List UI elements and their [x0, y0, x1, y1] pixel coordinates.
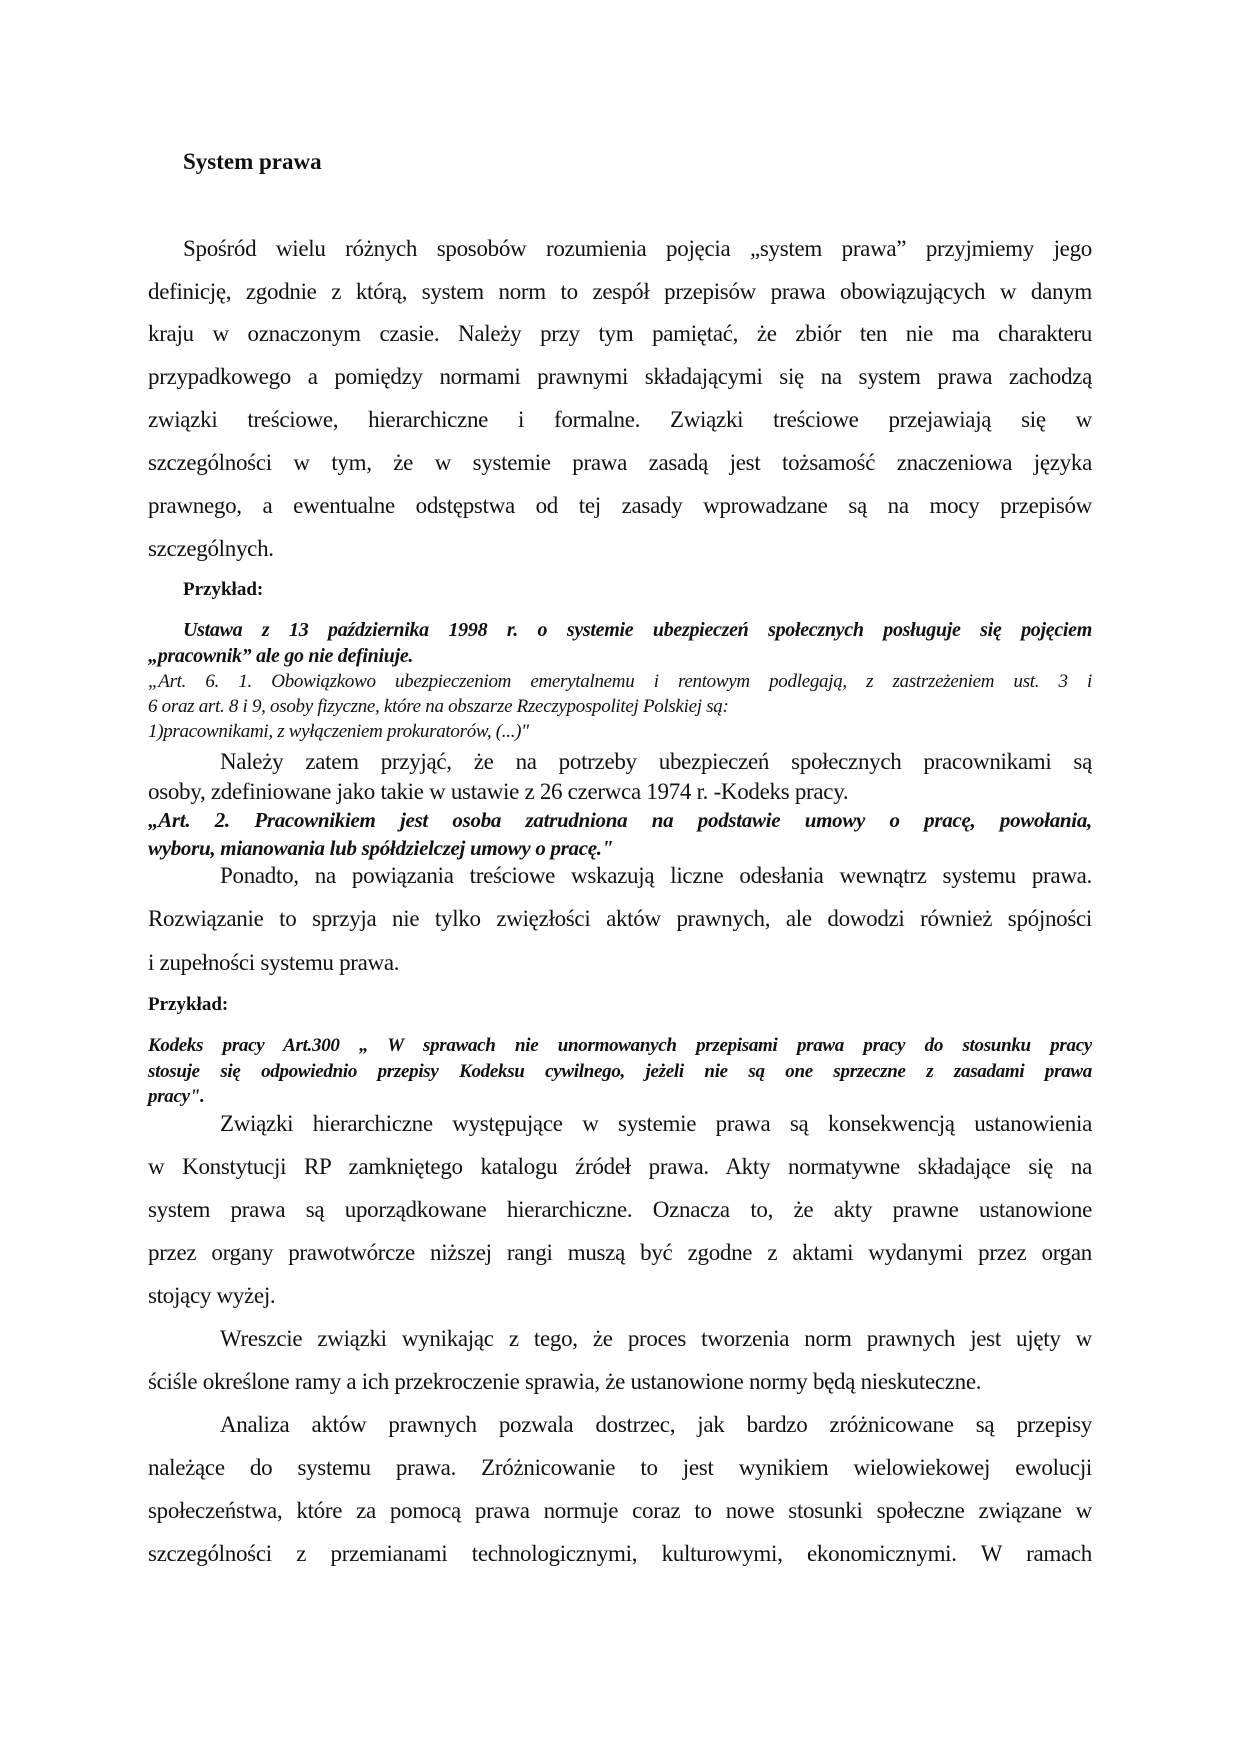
text-line: stojący wyżej. — [148, 1283, 276, 1308]
text-line: szczególnych. — [148, 536, 274, 561]
quote-line: pracy". — [148, 1086, 205, 1107]
quote-line: „Art. 2. Pracownikiem jest osoba zatrudniona na podstawie umowy o pracę, powołania, — [148, 810, 1092, 832]
quote-line: Ustawa z 13 października 1998 r. o systemie ubezpieczeń społecznych posługuje się pojęciem — [183, 620, 1092, 641]
example-heading: Przykład: — [183, 579, 264, 600]
example-heading: Przykład: — [148, 994, 229, 1015]
text-line: ściśle określone ramy a ich przekroczenie sprawia, że ustanowione normy będą nieskuteczne. — [148, 1369, 982, 1394]
text-line: Związki hierarchiczne występujące w systemie prawa są konsekwencją ustanowienia — [220, 1112, 1092, 1136]
quote-line: 1)pracownikami, z wyłączeniem prokuratorów, (...)" — [148, 721, 529, 742]
text-line: należące do systemu prawa. Zróżnicowanie to jest wynikiem wielowiekowej ewolucji — [148, 1456, 1092, 1480]
text-line: społeczeństwa, które za pomocą prawa normuje coraz to nowe stosunki społeczne związane w — [148, 1499, 1092, 1523]
text-line: kraju w oznaczonym czasie. Należy przy tym pamiętać, że zbiór ten nie ma charakteru — [148, 322, 1092, 346]
text-line: szczególności w tym, że w systemie prawa zasadą jest tożsamość znaczeniowa języka — [148, 451, 1092, 475]
text-line: związki treściowe, hierarchiczne i formalne. Związki treściowe przejawiają się w — [148, 408, 1092, 432]
text-line: szczególności z przemianami technologicznymi, kulturowymi, ekonomicznymi. W ramach — [148, 1542, 1092, 1566]
text-line: Ponadto, na powiązania treściowe wskazują liczne odesłania wewnątrz systemu prawa. — [220, 864, 1092, 888]
quote-line: Kodeks pracy Art.300 „ W sprawach nie unormowanych przepisami prawa pracy do stosunku pracy — [148, 1036, 1092, 1056]
text-line: Wreszcie związki wynikając z tego, że proces tworzenia norm prawnych jest ujęty w — [220, 1327, 1092, 1351]
text-line: Spośród wielu różnych sposobów rozumienia pojęcia „system prawa” przyjmiemy jego — [183, 237, 1092, 261]
quote-line: „pracownik” ale go nie definiuje. — [148, 645, 414, 667]
quote-line: stosuje się odpowiednio przepisy Kodeksu cywilnego, jeżeli nie są one sprzeczne z zasadami prawa — [148, 1062, 1092, 1082]
text-line: i zupełności systemu prawa. — [148, 950, 400, 975]
quote-line: 6 oraz art. 8 i 9, osoby fizyczne, które na obszarze Rzeczypospolitej Polskiej są: — [148, 696, 729, 717]
text-line: przypadkowego a pomiędzy normami prawnymi składającymi się na system prawa zachodzą — [148, 365, 1092, 389]
text-line: osoby, zdefiniowane jako takie w ustawie z 26 czerwca 1974 r. -Kodeks pracy. — [148, 779, 849, 804]
text-line: w Konstytucji RP zamkniętego katalogu źródeł prawa. Akty normatywne składające się na — [148, 1155, 1092, 1179]
text-line: Rozwiązanie to sprzyja nie tylko zwięzłości aktów prawnych, ale dowodzi również spójności — [148, 907, 1092, 931]
text-line: definicję, zgodnie z którą, system norm to zespół przepisów prawa obowiązujących w danym — [148, 280, 1092, 304]
page-title: System prawa — [183, 149, 322, 174]
text-line: system prawa są uporządkowane hierarchiczne. Oznacza to, że akty prawne ustanowione — [148, 1198, 1092, 1222]
quote-line: „Art. 6. 1. Obowiązkowo ubezpieczeniom emerytalnemu i rentowym podlegają, z zastrzeżeniem ust. 3 i — [148, 672, 1092, 692]
text-line: Analiza aktów prawnych pozwala dostrzec, jak bardzo zróżnicowane są przepisy — [220, 1413, 1092, 1437]
quote-line: wyboru, mianowania lub spółdzielczej umowy o pracę." — [148, 836, 614, 860]
text-line: prawnego, a ewentualne odstępstwa od tej zasady wprowadzane są na mocy przepisów — [148, 494, 1092, 518]
text-line: przez organy prawotwórcze niższej rangi muszą być zgodne z aktami wydanymi przez organ — [148, 1241, 1092, 1265]
text-line: Należy zatem przyjąć, że na potrzeby ubezpieczeń społecznych pracownikami są — [220, 750, 1092, 774]
